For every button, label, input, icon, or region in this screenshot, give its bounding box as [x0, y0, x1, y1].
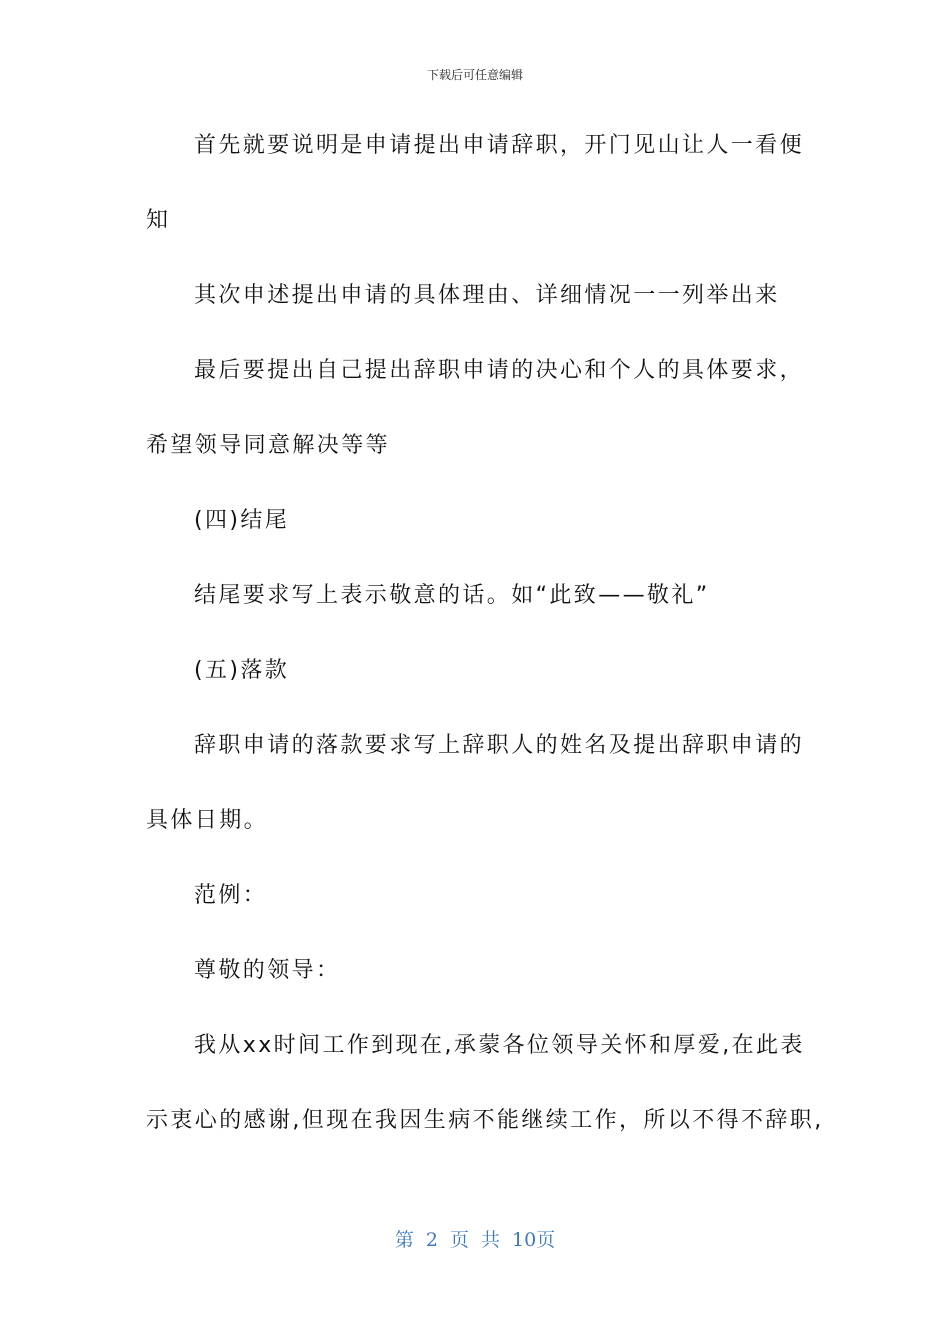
page-header: 下载后可任意编辑	[426, 68, 523, 82]
body-line-10: 具体日期。	[146, 808, 269, 833]
document-body	[146, 124, 824, 1174]
body-line-4: 最后要提出自己提出辞职申请的决心和个人的具体要求，	[194, 358, 805, 383]
body-line-2: 知	[146, 208, 171, 233]
body-line-1: 首先就要说明是申请提出申请辞职，开门见山让人一看便	[194, 133, 805, 158]
example-label: 范例：	[194, 883, 268, 908]
salutation: 尊敬的领导：	[194, 958, 341, 983]
section-heading-signature: (五)落款	[194, 658, 290, 683]
body-line-5: 希望领导同意解决等等	[146, 433, 391, 458]
body-line-9: 辞职申请的落款要求写上辞职人的姓名及提出辞职申请的	[194, 733, 805, 758]
body-line-7: 结尾要求写上表示敬意的话。如“此致——敬礼”	[194, 583, 710, 608]
body-line-3: 其次申述提出申请的具体理由、详细情况一一列举出来	[194, 283, 780, 308]
body-line-13: 我从xx时间工作到现在,承蒙各位领导关怀和厚爱,在此表	[194, 1033, 805, 1058]
body-line-14: 示衷心的感谢,但现在我因生病不能继续工作，所以不得不辞职,	[146, 1108, 824, 1133]
section-heading-closing: (四)结尾	[194, 508, 290, 533]
page-number: 第 2 页 共 10页	[394, 1229, 556, 1251]
